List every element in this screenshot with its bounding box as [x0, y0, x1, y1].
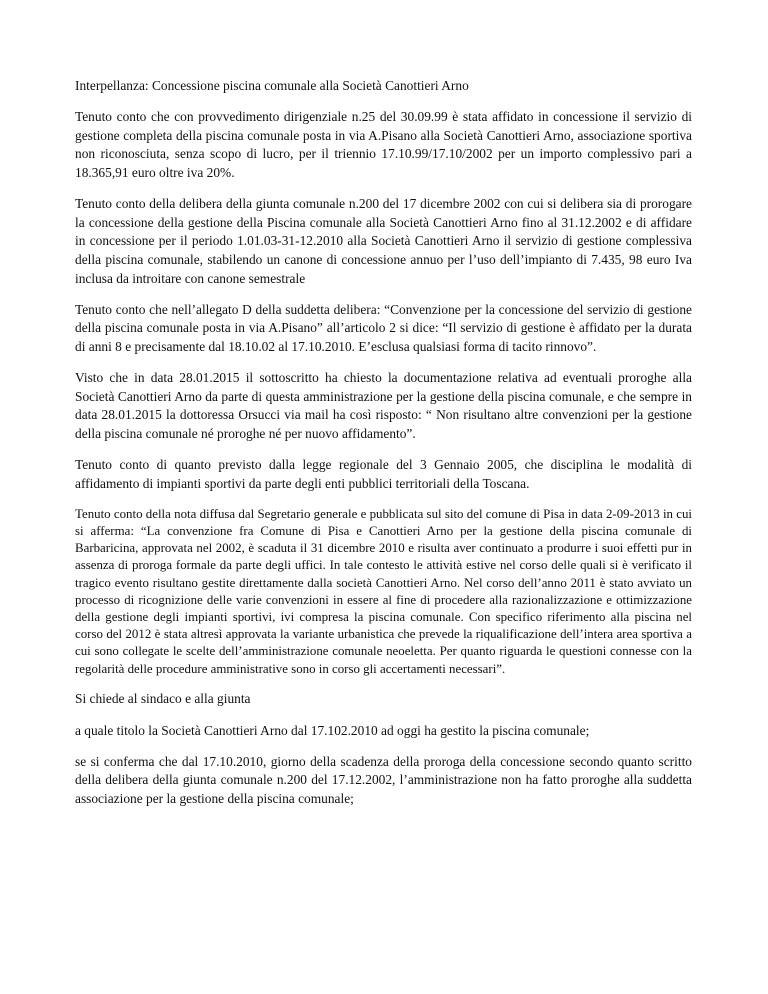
- paragraph-legge-regionale: Tenuto conto di quanto previsto dalla legge regionale del 3 Gennaio 2005, che disciplina le modalità di affidamento di impianti sportivi da parte degli enti pubblici territoriali della Toscana.: [75, 457, 692, 491]
- paragraph-provvedimento: Tenuto conto che con provvedimento dirigenziale n.25 del 30.09.99 è stata affidato in concessione il servizio di gestione completa della piscina comunale posta in via A.Pisano alla Società Canottieri Arno, associazione sportiva non riconosciuta, senza scopo di lucro, per il triennio 17.10.99/17.10/2002 per un importo complessivo pari a 18.365,91 euro oltre iva 20%.: [75, 109, 692, 180]
- paragraph-nota-segretario: Tenuto conto della nota diffusa dal Segretario generale e pubblicata sul sito del comune di Pisa in data 2-09-2013 in cui si afferma: “La convenzione fra Comune di Pisa e Canottieri Arno per la gestione della piscina comunale di Barbaricina, approvata nel 2002, è scaduta il 31 dicembre 2010 e risulta aver continuato a produrre i suoi effetti pur in assenza di proroga formale da parte degli uffici. In tale contesto le attività estive nel corso delle quali si è verificato il tragico evento risultano gestite direttamente dalla società Canottieri Arno. Nel corso dell’anno 2011 è stato avviato un processo di ricognizione delle varie convenzioni in essere al fine di procedere alla razionalizzazione e ottimizzazione della gestione degli impianti sportivi, ivi compresa la piscina comunale. Con specifico riferimento alla piscina nel corso del 2012 è stata altresì approvata la variante urbanistica che prevede la riqualificazione dell’intera area sportiva a cui sono collegate le scelte dell’amministrazione comunale neoeletta. Per quanto riguarda le questioni connesse con la regolarità delle procedure amministrative sono in corso gli accertamenti necessari”.: [75, 506, 692, 676]
- question-conferma-proroghe: se si conferma che dal 17.10.2010, giorno della scadenza della proroga della concessione secondo quanto scritto della delibera della giunta comunale n.200 del 17.12.2002, l’amministrazione non ha fatto proroghe alla suddetta associazione per la gestione della piscina comunale;: [75, 753, 692, 807]
- paragraph-richiesta: Si chiede al sindaco e alla giunta: [75, 691, 251, 707]
- paragraph-richiesta-documentazione: Visto che in data 28.01.2015 il sottoscritto ha chiesto la documentazione relativa ad eventuali proroghe alla Società Canottieri Arno da parte di questa amministrazione per la gestione della piscina comunale, e che sempre in data 28.01.2015 la dottoressa Orsucci via mail ha così risposto: “ Non risultano altre convenzioni per la gestione della piscina comunale né proroghe né per nuovo affidamento”.: [75, 370, 692, 441]
- document-title: Interpellanza: Concessione piscina comunale alla Società Canottieri Arno: [75, 78, 469, 93]
- paragraph-allegato: Tenuto conto che nell’allegato D della suddetta delibera: “Convenzione per la concessione del servizio di gestione della piscina comunale posta in via A.Pisano” all’articolo 2 si dice: “Il servizio di gestione è affidato per la durata di anni 8 e precisamente dal 18.10.02 al 17.10.2010. E’esclusa qualsiasi forma di tacito rinnovo”.: [75, 301, 692, 354]
- document-page: [75, 77, 692, 821]
- paragraph-delibera: Tenuto conto della delibera della giunta comunale n.200 del 17 dicembre 2002 con cui si delibera sia di prorogare la concessione della gestione della Piscina comunale alla Società Canottieri Arno fino al 31.12.2002 e di affidare in concessione per il periodo 1.01.03-31-12.2010 alla Società Canottieri Arno il servizio di gestione complessiva della piscina comunale, stabilendo un canone di concessione annuo per l’uso dell’impianto di 7.435, 98 euro Iva inclusa da introitare con canone semestrale: [75, 196, 692, 286]
- question-titolo-gestione: a quale titolo la Società Canottieri Arno dal 17.102.2010 ad oggi ha gestito la piscina comunale;: [75, 722, 590, 738]
